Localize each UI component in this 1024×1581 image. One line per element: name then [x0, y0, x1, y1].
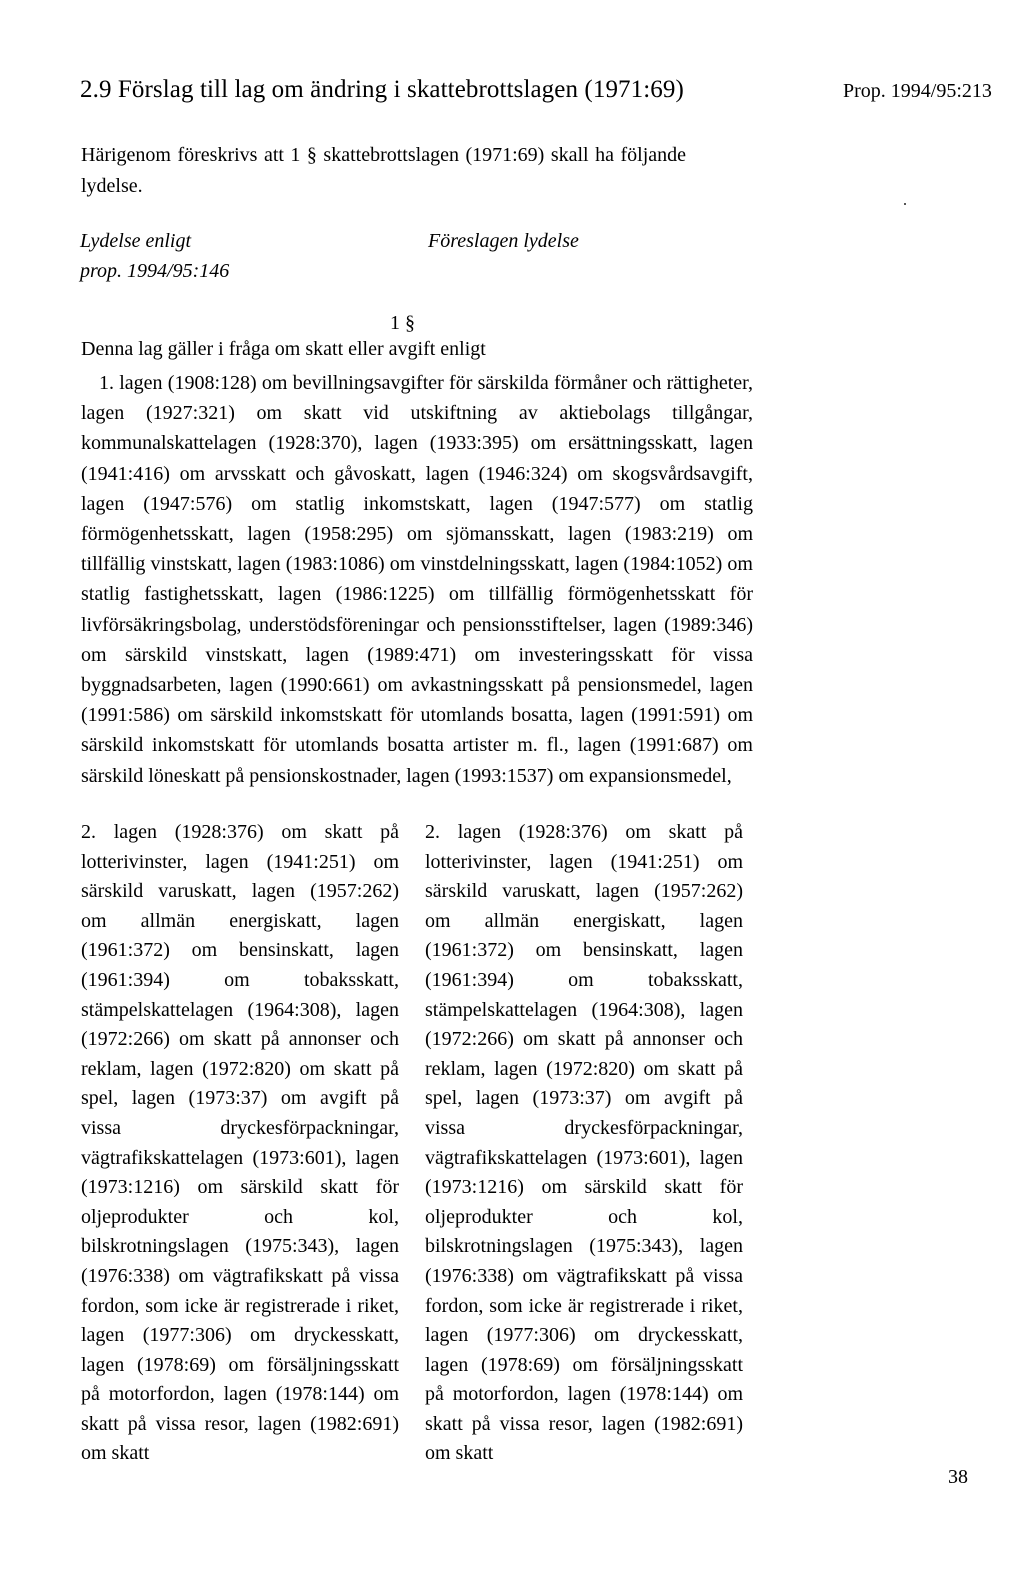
section-intro: Denna lag gäller i fråga om skatt eller avgift enligt — [81, 338, 486, 360]
intro-paragraph: Härigenom föreskrivs att 1 § skattebrottslagen (1971:69) skall ha följande lydelse. — [81, 144, 686, 197]
page-heading: 2.9 Förslag till lag om ändring i skattebrottslagen (1971:69) — [80, 76, 684, 103]
law-list-paragraph-1: 1. lagen (1908:128) om bevillningsavgifter för särskilda förmåner och rättigheter, lagen (1927:321) om skatt vid utskiftning av aktiebolags tillgångar, kommunalskattelagen (1928:370), lagen (1933:395) om ersättningsskatt, lagen (1941:416) om arvsskatt och gåvoskatt, lagen (1946:324) om skogsvårdsavgift, lagen (1947:576) om statlig inkomstskatt, lagen (1947:577) om statlig förmögenhetsskatt, lagen (1958:295) om sjömansskatt, lagen (1983:219) om tillfällig vinstskatt, lagen (1983:1086) om vinstdelningsskatt, lagen (1984:1052) om statlig fastighetsskatt, lagen (1986:1225) om tillfällig förmögenhetsskatt för livförsäkringsbolag, understödsföreningar och pensionsstiftelser, lagen (1989:346) om särskild vinstskatt, lagen (1989:471) om investeringsskatt för vissa byggnadsarbeten, lagen (1990:661) om avkastningsskatt på pensionsmedel, lagen (1991:586) om särskild inkomstskatt för utomlands bosatta, lagen (1991:591) om särskild inkomstskatt för utomlands bosatta artister m. fl., lagen (1991:687) om särskild löneskatt på pensionskostnader, lagen (1993:1537) om expansionsmedel, — [81, 372, 753, 787]
proposition-reference: Prop. 1994/95:213 — [843, 80, 992, 102]
section-mark: 1 § — [390, 312, 415, 334]
current-wording-column — [81, 818, 399, 1469]
current-wording-label — [80, 226, 229, 286]
current-wording-label-line2: prop. 1994/95:146 — [80, 260, 230, 282]
proposed-wording-column — [425, 818, 743, 1469]
page-number: 38 — [948, 1466, 968, 1488]
scan-speck — [904, 203, 906, 205]
law-list-paragraph-2-proposed: 2. lagen (1928:376) om skatt på lotterivinster, lagen (1941:251) om särskild varuskatt, lagen (1957:262) om allmän energiskatt, lagen (1961:372) om bensinskatt, lagen (1961:394) om tobaksskatt, stämpelskattelagen (1964:308), lagen (1972:266) om skatt på annonser och reklam, lagen (1972:820) om skatt på spel, lagen (1973:37) om avgift på vissa dryckesförpackningar, vägtrafikskattelagen (1973:601), lagen (1973:1216) om särskild skatt för oljeprodukter och kol, bilskrotningslagen (1975:343), lagen (1976:338) om vägtrafikskatt på vissa fordon, som icke är registrerade i riket, lagen (1977:306) om dryckesskatt, lagen (1978:69) om försäljningsskatt på motorfordon, lagen (1978:144) om skatt på vissa resor, lagen (1982:691) om skatt — [425, 821, 743, 1465]
proposed-wording-label: Föreslagen lydelse — [428, 230, 579, 252]
current-wording-label-line1: Lydelse enligt — [80, 230, 192, 252]
law-list-paragraph-2-current: 2. lagen (1928:376) om skatt på lotterivinster, lagen (1941:251) om särskild varuskatt, lagen (1957:262) om allmän energiskatt, lagen (1961:372) om bensinskatt, lagen (1961:394) om tobaksskatt, stämpelskattelagen (1964:308), lagen (1972:266) om skatt på annonser och reklam, lagen (1972:820) om skatt på spel, lagen (1973:37) om avgift på vissa dryckesförpackningar, vägtrafikskattelagen (1973:601), lagen (1973:1216) om särskild skatt för oljeprodukter och kol, bilskrotningslagen (1975:343), lagen (1976:338) om vägtrafikskatt på vissa fordon, som icke är registrerade i riket, lagen (1977:306) om dryckesskatt, lagen (1978:69) om försäljningsskatt på motorfordon, lagen (1978:144) om skatt på vissa resor, lagen (1982:691) om skatt — [81, 821, 399, 1465]
